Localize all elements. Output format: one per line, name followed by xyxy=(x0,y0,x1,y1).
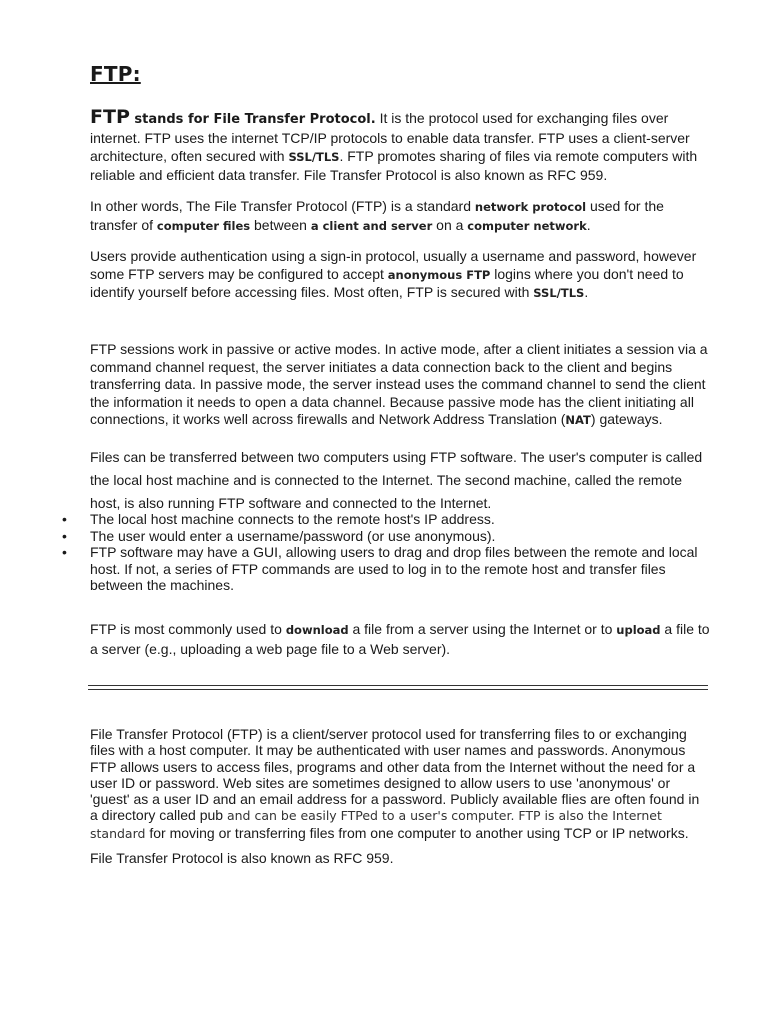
modes-paragraph xyxy=(90,341,710,430)
p6-text-2: a file from a server using the Internet or to xyxy=(348,621,617,637)
list-item-text: The local host machine connects to the remote host's IP address. xyxy=(90,511,495,527)
p2-text-3: between xyxy=(250,216,311,233)
rfc-paragraph: File Transfer Protocol is also known as RFC 959. xyxy=(90,850,394,866)
p2-text-4: on a xyxy=(432,216,468,233)
download-upload-paragraph xyxy=(90,620,710,659)
network-protocol-term: network protocol xyxy=(474,200,587,214)
list-item-text: FTP software may have a GUI, allowing users to drag and drop files between the remote and local host. If not, a series of FTP commands are used to log in to the remote host and transfer files between the machines. xyxy=(90,544,698,593)
bullet-marker: • xyxy=(62,544,67,560)
transfer-paragraph: Files can be transferred between two computers using FTP software. The user's computer is called the local host machine and is connected to the Internet. The second machine, called the remote host, is also running FTP software and connected to the Internet. xyxy=(90,449,703,511)
other-words-paragraph xyxy=(90,198,710,235)
p2-text-2: used for the transfer of xyxy=(90,198,664,233)
nat-term: NAT xyxy=(565,413,591,427)
intro-text: It is the protocol used for exchanging files over internet. FTP uses the internet TCP/IP protocols to enable data transfer. FTP uses a client-server architecture, often secured with xyxy=(90,110,690,164)
p2-text-5: . xyxy=(586,216,591,233)
ssl-tls-term: SSL/TLS xyxy=(533,286,585,300)
ftp-definition-lead: stands for File Transfer Protocol. xyxy=(129,112,376,127)
page-title: FTP: xyxy=(90,62,141,86)
p3-text-2: logins where you don't need to identify yourself before accessing files. Most often, FTP is secured with xyxy=(90,265,684,300)
ftp-term: FTP xyxy=(90,106,130,128)
client-server-term: a client and server xyxy=(310,218,433,233)
list-item-text: The user would enter a username/password (or use anonymous). xyxy=(90,527,496,544)
p6-text-1: FTP is most commonly used to xyxy=(90,621,286,637)
p4-text-2: ) gateways. xyxy=(590,411,663,427)
steps-list xyxy=(62,511,712,594)
intro-text-2: . FTP promotes sharing of files via remote computers with reliable and efficient data transfer. File Transfer Protocol is also known as RFC 959. xyxy=(90,148,698,183)
p3-text-3: . xyxy=(584,284,589,300)
divider xyxy=(88,689,708,690)
intro-paragraph xyxy=(90,108,710,184)
bullet-marker: • xyxy=(62,511,67,527)
p6-text-3: a file to a server (e.g., uploading a web page file to a Web server). xyxy=(90,621,710,657)
p4-text-1: FTP sessions work in passive or active modes. In active mode, after a client initiates a session via a command channel request, the server initiates a data connection back to the client and begins transferring data. In passive mode, the server instead uses the command channel to send the client the information it needs to open a data channel. Because passive mode has the client initiating all connections, it works well across firewalls and Network Address Translation ( xyxy=(90,341,708,427)
divider xyxy=(88,685,708,686)
computer-files-term: computer files xyxy=(156,218,251,233)
computer-network-term: computer network xyxy=(467,218,587,233)
list-item xyxy=(62,544,712,594)
client-server-paragraph xyxy=(90,726,710,842)
bullet-marker: • xyxy=(62,527,67,544)
download-term: download xyxy=(285,623,349,637)
anonymous-ftp-term: anonymous FTP xyxy=(387,267,491,282)
p7-text-2: for moving or transferring files from one computer to another using TCP or IP networks. xyxy=(145,824,689,841)
list-item xyxy=(62,528,712,545)
authentication-paragraph xyxy=(90,248,710,303)
p2-text-1: In other words, The File Transfer Protocol (FTP) is a standard xyxy=(90,198,475,214)
p3-text-1: Users provide authentication using a sign-in protocol, usually a username and password, however some FTP servers may be configured to accept xyxy=(90,248,697,282)
p7-alt-font-text: and can be easily FTPed to a user's computer. FTP is also the Internet standard xyxy=(90,808,662,841)
upload-term: upload xyxy=(616,623,661,637)
ssl-tls-term: SSL/TLS xyxy=(288,150,340,164)
list-item xyxy=(62,511,712,528)
p7-text-1: File Transfer Protocol (FTP) is a client/server protocol used for transferring files to or exchanging files with a host computer. It may be authenticated with user names and passwords. Anonymous FTP allows users to access files, programs and other data from the Internet without the need for a user ID or password. Web sites are sometimes designed to allow users to use 'anonymous' or 'guest' as a user ID and an email address for a password. Publicly available flies are often found in a directory called pub xyxy=(90,726,700,824)
